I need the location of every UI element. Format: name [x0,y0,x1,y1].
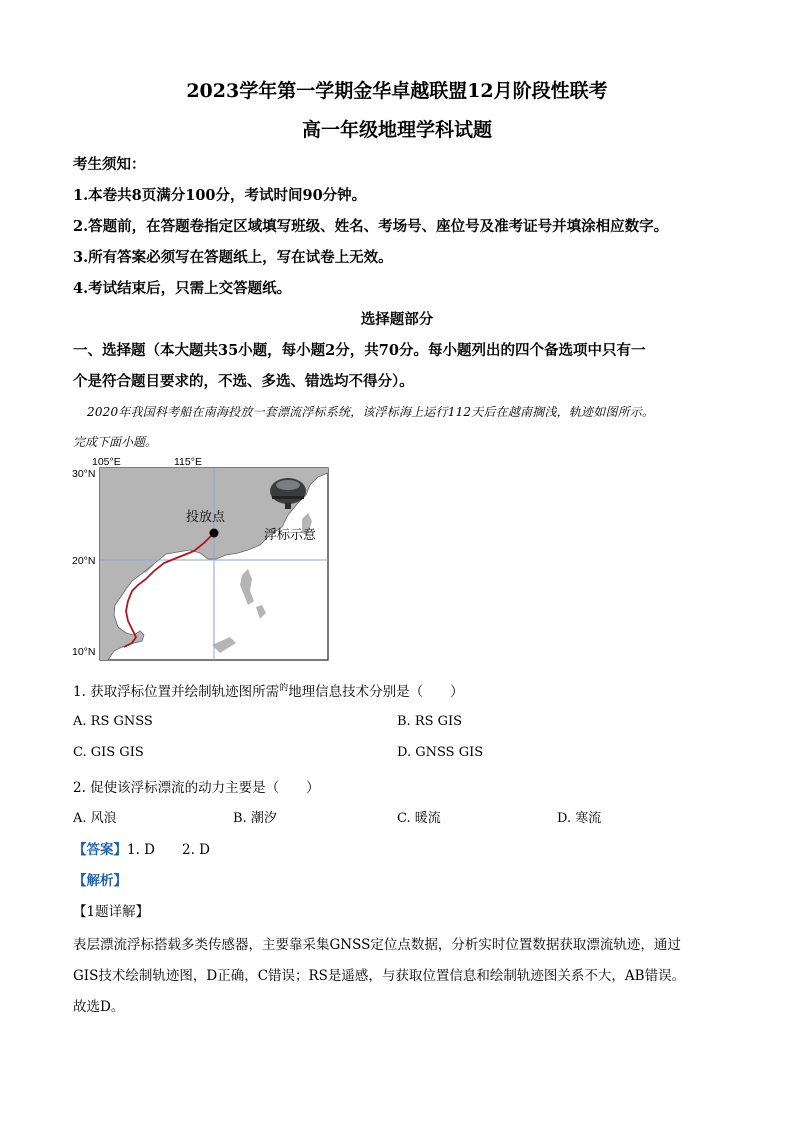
exam-subtitle: 高一年级地理学科试题 [301,119,492,141]
answer-label: 【答案】 [73,842,127,858]
part-title: 选择题部分 [360,311,434,328]
question-2-option-d: D. 寒流 [557,811,602,826]
buoy-caption: 浮标示意 [264,528,317,543]
section-instruction-line1: 一、选择题（本大题共35小题，每小题2分，共70分。每小题列出的四个备选项中只有一 [73,342,646,359]
buoy-highlight [276,480,300,490]
question-1-stem: 1. 获取浮标位置并绘制轨迹图所需$^的$地理信息技术分别是（ ） [73,683,464,700]
exam-title: 2023学年第一学期金华卓越联盟12月阶段性联考 [186,80,608,102]
notice-item-4: 4.考试结束后，只需上交答题纸。 [73,280,292,297]
analysis-line1: 表层漂流浮标搭载多类传感器，主要靠采集GNSS定位点数据，分析实时位置数据获取漂流轨迹，通过 [73,937,681,953]
section-instruction-line2: 个是符合题目要求的，不选、多选、错选均不得分）。 [73,373,414,390]
question-2-option-c: C. 暖流 [397,811,441,826]
question-1-option-d: D. GNSS GIS [397,745,484,760]
notice-item-3: 3.所有答案必须写在答题纸上，写在试卷上无效。 [73,249,393,266]
lat-label-30: 30°N [72,468,96,480]
question-2-option-a: A. 风浪 [73,811,117,826]
answer-values: 1. D 2. D [127,842,210,858]
lat-label-10: 10°N [72,646,96,658]
question-2-option-b: B. 潮汐 [233,811,277,826]
notice-heading: 考生须知： [73,156,146,173]
analysis-sub-label: 【1题详解】 [73,904,150,920]
passage-line2: 完成下面小题。 [73,435,158,449]
lat-label-20: 20°N [72,555,96,567]
question-1-option-c: C. GIS GIS [73,745,144,760]
answer-row [73,838,210,858]
analysis-line2: GIS技术绘制轨迹图，D正确，C错误；RS是遥感，与获取位置信息和绘制轨迹图关系不大，AB错误。 [73,968,686,984]
passage-line1: 2020年我国科考船在南海投放一套漂流浮标系统，该浮标海上运行112天后在越南搁浅，轨迹如图所示。 [87,405,655,419]
release-point-label: 投放点 [186,509,226,524]
analysis-line3: 故选D。 [73,999,125,1015]
notice-item-1: 1.本卷共8页满分100分，考试时间90分钟。 [73,187,367,204]
notice-item-2: 2.答题前，在答题卷指定区域填写班级、姓名、考场号、座位号及准考证号并填涂相应数字。 [73,218,669,235]
lon-label-115: 115°E [174,456,202,468]
question-1-option-a: A. RS GNSS [73,714,153,729]
analysis-label: 【解析】 [73,873,127,889]
release-point-marker [210,529,219,538]
buoy-illustration [268,476,308,510]
question-2-stem: 2. 促使该浮标漂流的动力主要是（ ） [73,780,320,796]
question-1-option-b: B. RS GIS [397,714,463,729]
lon-label-105: 105°E [92,456,121,468]
